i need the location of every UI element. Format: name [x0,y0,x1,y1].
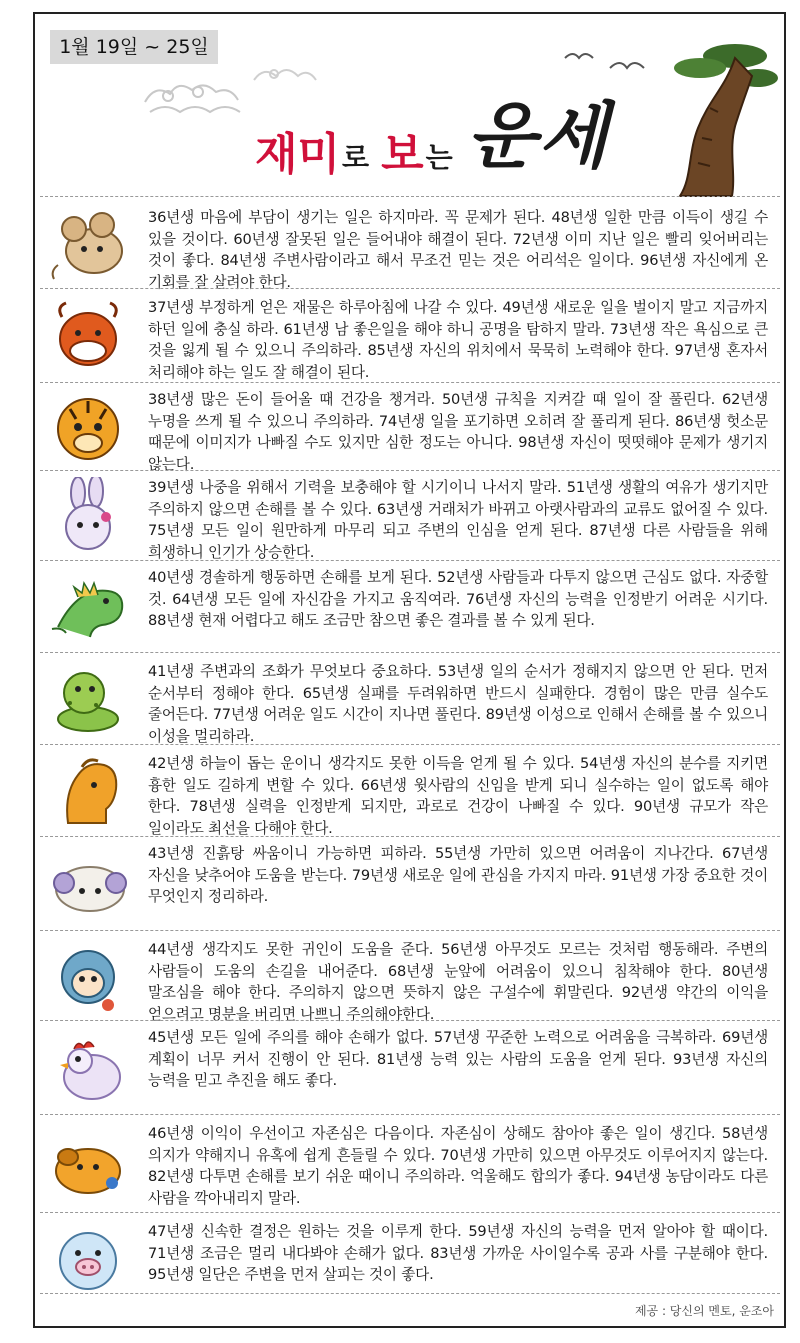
date-range-badge: 1월 19일 ~ 25일 [50,30,218,64]
footer-divider [40,1293,780,1294]
pine-tree-icon [640,38,780,198]
fortune-row-dog [40,1114,780,1212]
rabbit-icon [48,477,130,555]
pig-icon [48,1221,130,1299]
rooster-icon [48,1031,130,1109]
fortune-row-horse [40,744,780,836]
horse-icon [48,753,130,831]
fortune-row-monkey [40,930,780,1023]
snake-icon [48,663,130,741]
fortune-row-rooster [40,1020,780,1114]
fortune-text: 42년생 하늘이 돕는 운이니 생각지도 못한 이득을 얻게 될 수 있다. 54년생 자신의 분수를 지키면 흉한 일도 길하게 변할 수 있다. 66년생 윗사람의 신임을 받게 되니 실수하는 일이 없도록 해야 한다. 78년생 실력을 인정받게 되지만, 과로로 건강이 나빠질 수 있다. 90년생 규모가 작은 일이라도 최선을 다해야 한다. [148,755,768,837]
fortune-text: 39년생 나중을 위해서 기력을 보충해야 할 시기이니 나서지 말라. 51년생 생활의 여유가 생기지만 주의하지 않으면 손해를 볼 수 있다. 63년생 거래처가 바뀌고 아랫사람과의 교류도 없어질 수 있다. 75년생 모든 일이 원만하게 마무리 되고 주변의 인심을 얻게 된다. 87년생 다른 사람들을 위해 희생하니 인기가 상승한다. [148,479,768,561]
fortune-text: 38년생 많은 돈이 들어올 때 건강을 챙겨라. 50년생 규칙을 지켜갈 때 일이 잘 풀린다. 62년생 누명을 쓰게 될 수 있으니 주의하라. 74년생 일을 포기하면 오히려 잘 풀리게 된다. 86년생 헛소문 때문에 이미지가 나빠질 수도 있지만 심한 정도는 아니다. 98년생 자신이 떳떳해야 문제가 생기지 않는다. [148,391,768,473]
fortune-text: 41년생 주변과의 조화가 무엇보다 중요하다. 53년생 일의 순서가 정해지지 않으면 안 된다. 먼저 순서부터 정해야 한다. 65년생 실패를 두려워하면 반드시 실패한다. 경험이 많은 만큼 실수도 줄어든다. 77년생 어려운 일도 시간이 지나면 풀린다. 89년생 이성으로 인해서 손해를 볼 수 있으니 이성을 멀리하라. [148,663,768,745]
ox-icon [48,297,130,375]
cloud-swirl-icon [250,60,320,90]
fortune-text: 46년생 이익이 우선이고 자존심은 다음이다. 자존심이 상해도 참아야 좋은 일이 생긴다. 58년생 의지가 약해지니 유혹에 쉽게 흔들릴 수 있다. 70년생 가만히 있으면 아무것도 이루어지지 않는다. 82년생 다투면 손해를 보기 쉬운 때이니 주의하라. 억울해도 합의가 좋다. 94년생 농담이라도 다른 사람을 깍아내리지 말라. [148,1125,768,1207]
fortune-row-tiger [40,382,780,473]
page-title [255,92,610,182]
fortune-text: 43년생 진흙탕 싸움이니 가능하면 피하라. 55년생 가만히 있으면 어려움이 지나간다. 67년생 자신을 낮추어야 도움을 받는다. 79년생 새로운 일에 관심을 가지지 마라. 91년생 가장 중요한 것이 무엇인지 정리하라. [148,845,768,905]
title-word-neun: 는 [425,141,453,174]
monkey-icon [48,939,130,1017]
fortune-text: 44년생 생각지도 못한 귀인이 도움을 준다. 56년생 아무것도 모르는 것처럼 행동해라. 주변의 사람들이 도움의 손길을 내어준다. 68년생 눈앞에 어려움이 있으니 침착해야 한다. 80년생 말조심을 해야 한다. 주의하지 않으면 뜻하지 않은 구설수에 휘말린다. 92년생 약간의 이익을 얻으려고 명분을 버리면 나쁘니 주의해야한다. [148,941,768,1023]
tiger-icon [48,389,130,467]
sheep-icon [48,849,130,927]
birds-icon [560,40,650,80]
fortune-text: 36년생 마음에 부담이 생기는 일은 하지마라. 꼭 문제가 된다. 48년생 일한 만큼 이득이 생길 수 있을 것이다. 60년생 잘못된 일은 들어내야 해결이 된다. 72년생 이미 지난 일은 빨리 잊어버리는 것이 좋다. 84년생 주변사람이라고 해서 무조건 믿는 것은 어리석은 일이다. 96년생 자신에게 온 기회를 잘 살려야 한다. [148,209,768,291]
dragon-icon [48,567,130,645]
fortune-row-dragon [40,560,780,652]
cloud-swirl-icon [140,72,250,122]
rat-icon [48,205,130,283]
title-word-bo: 보 [381,129,424,180]
title-word-ro: 로 [342,141,370,174]
title-word-jaemi: 재미 [255,129,341,180]
title-word-unse: 운세 [466,93,610,178]
fortune-row-rabbit [40,470,780,560]
fortune-row-ox [40,288,780,382]
dog-icon [48,1127,130,1205]
fortune-text: 40년생 경솔하게 행동하면 손해를 보게 된다. 52년생 사람들과 다투지 않으면 근심도 없다. 자중할 것. 64년생 모든 일에 자신감을 가지고 움직여라. 76년생 자신의 능력을 인정받기 어려운 시기다. 88년생 현재 어렵다고 해도 조금만 참으면 좋은 결과를 볼 수 있게 된다. [148,569,768,629]
fortune-row-rat [40,196,780,291]
credit-text: 제공 : 당신의 멘토, 운조아 [634,1304,774,1318]
fortune-list [40,196,780,1307]
fortune-text: 45년생 모든 일에 주의를 해야 손해가 없다. 57년생 꾸준한 노력으로 어려움을 극복하라. 69년생 계획이 너무 커서 진행이 안 된다. 81년생 능력 있는 사람의 도움을 얻게 된다. 93년생 자신의 능력을 믿고 추진을 해도 좋다. [148,1029,768,1089]
fortune-row-snake [40,652,780,744]
fortune-text: 47년생 신속한 결정은 원하는 것을 이루게 한다. 59년생 자신의 능력을 먼저 알아야 할 때이다. 71년생 조금은 멀리 내다봐야 손해가 없다. 83년생 가까운 사이일수록 공과 사를 구분해야 한다. 95년생 일단은 주변을 먼저 살피는 것이 좋다. [148,1223,768,1283]
fortune-text: 37년생 부정하게 얻은 재물은 하루아침에 나갈 수 있다. 49년생 새로운 일을 벌이지 말고 지금까지 하던 일에 충실 하라. 61년생 남 좋은일을 해야 하니 공명을 탐하지 말라. 73년생 작은 욕심으로 큰 것을 잃게 될 수 있으니 주의하라. 85년생 자신의 위치에서 묵묵히 노력해야 한다. 97년생 혼자서 처리해야 하는 일도 잘 해결이 된다. [148,299,768,381]
fortune-row-sheep [40,836,780,930]
